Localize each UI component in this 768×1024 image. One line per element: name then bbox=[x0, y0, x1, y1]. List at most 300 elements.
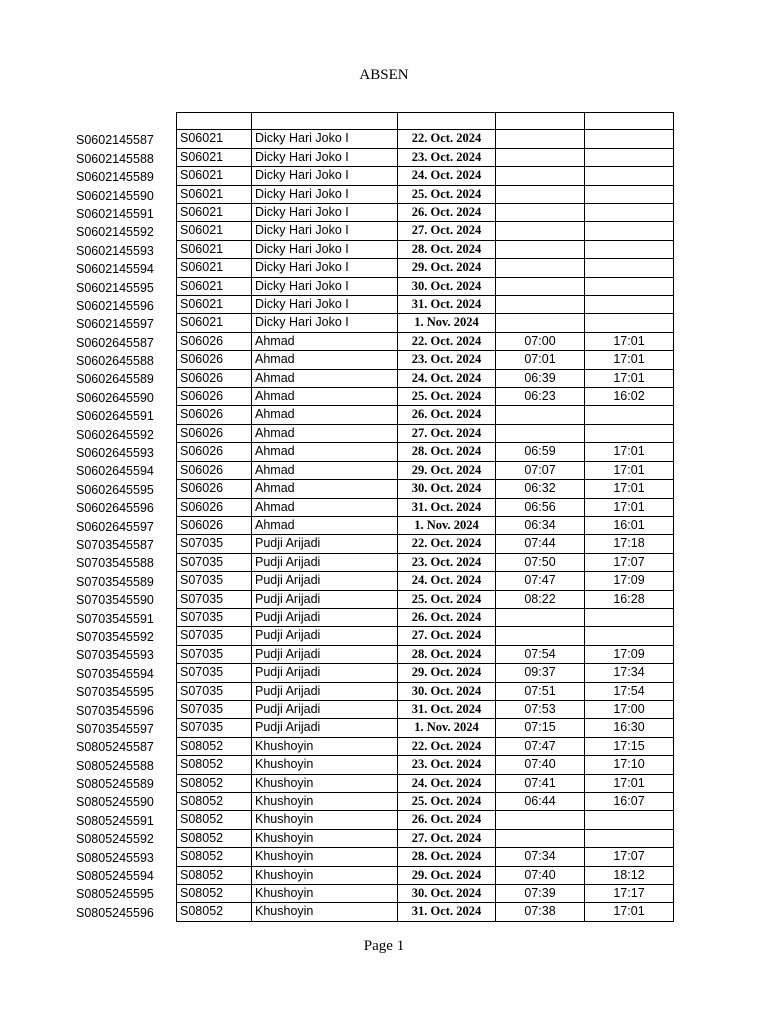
employee-name-cell: Dicky Hari Joko I bbox=[252, 240, 398, 258]
date-cell: 31. Oct. 2024 bbox=[398, 700, 496, 718]
employee-name-cell: Dicky Hari Joko I bbox=[252, 222, 398, 240]
time-out-cell: 17:10 bbox=[585, 756, 674, 774]
time-in-cell: 07:34 bbox=[496, 848, 585, 866]
date-cell: 24. Oct. 2024 bbox=[398, 369, 496, 387]
table-row bbox=[177, 572, 674, 590]
header-cell-code bbox=[177, 113, 252, 130]
employee-code-cell: S06026 bbox=[177, 388, 252, 406]
time-in-cell: 07:01 bbox=[496, 351, 585, 369]
date-cell: 26. Oct. 2024 bbox=[398, 608, 496, 626]
record-id: S0602645594 bbox=[76, 464, 154, 479]
date-cell: 24. Oct. 2024 bbox=[398, 572, 496, 590]
time-in-cell bbox=[496, 829, 585, 847]
table-row bbox=[177, 516, 674, 534]
time-in-cell: 07:40 bbox=[496, 866, 585, 884]
employee-code-cell: S08052 bbox=[177, 756, 252, 774]
employee-code-cell: S07035 bbox=[177, 590, 252, 608]
employee-code-cell: S06021 bbox=[177, 259, 252, 277]
record-id: S0703545587 bbox=[76, 537, 154, 552]
table-row bbox=[177, 204, 674, 222]
record-id: S0602145587 bbox=[76, 133, 154, 148]
time-out-cell: 17:07 bbox=[585, 848, 674, 866]
time-in-cell: 07:51 bbox=[496, 682, 585, 700]
date-cell: 25. Oct. 2024 bbox=[398, 388, 496, 406]
record-id: S0602145589 bbox=[76, 170, 154, 185]
table-row bbox=[177, 351, 674, 369]
time-out-cell: 17:01 bbox=[585, 903, 674, 921]
table-row bbox=[177, 774, 674, 792]
date-cell: 22. Oct. 2024 bbox=[398, 535, 496, 553]
record-id: S0703545594 bbox=[76, 666, 154, 681]
time-in-cell: 06:34 bbox=[496, 516, 585, 534]
time-out-cell: 17:07 bbox=[585, 553, 674, 571]
table-row bbox=[177, 167, 674, 185]
employee-name-cell: Pudji Arijadi bbox=[252, 627, 398, 645]
employee-code-cell: S07035 bbox=[177, 627, 252, 645]
time-in-cell: 07:00 bbox=[496, 332, 585, 350]
table-row bbox=[177, 811, 674, 829]
time-in-cell: 06:44 bbox=[496, 793, 585, 811]
time-in-cell: 06:32 bbox=[496, 480, 585, 498]
record-id: S0703545592 bbox=[76, 629, 154, 644]
employee-code-cell: S07035 bbox=[177, 553, 252, 571]
date-cell: 28. Oct. 2024 bbox=[398, 848, 496, 866]
record-id: S0703545590 bbox=[76, 593, 154, 608]
time-out-cell: 17:09 bbox=[585, 572, 674, 590]
record-id: S0805245590 bbox=[76, 795, 154, 810]
time-out-cell: 17:01 bbox=[585, 461, 674, 479]
date-cell: 30. Oct. 2024 bbox=[398, 885, 496, 903]
employee-name-cell: Ahmad bbox=[252, 443, 398, 461]
time-in-cell bbox=[496, 811, 585, 829]
employee-name-cell: Ahmad bbox=[252, 516, 398, 534]
record-id: S0602645593 bbox=[76, 446, 154, 461]
employee-name-cell: Ahmad bbox=[252, 406, 398, 424]
employee-name-cell: Dicky Hari Joko I bbox=[252, 130, 398, 148]
employee-name-cell: Ahmad bbox=[252, 369, 398, 387]
page-title: ABSEN bbox=[359, 67, 409, 83]
employee-code-cell: S06026 bbox=[177, 406, 252, 424]
employee-code-cell: S06026 bbox=[177, 498, 252, 516]
employee-code-cell: S06026 bbox=[177, 351, 252, 369]
time-in-cell bbox=[496, 185, 585, 203]
employee-name-cell: Pudji Arijadi bbox=[252, 535, 398, 553]
date-cell: 29. Oct. 2024 bbox=[398, 259, 496, 277]
date-cell: 28. Oct. 2024 bbox=[398, 443, 496, 461]
record-id-column bbox=[76, 113, 176, 922]
date-cell: 27. Oct. 2024 bbox=[398, 627, 496, 645]
time-in-cell: 07:54 bbox=[496, 645, 585, 663]
employee-code-cell: S06026 bbox=[177, 480, 252, 498]
employee-name-cell: Dicky Hari Joko I bbox=[252, 277, 398, 295]
time-out-cell: 17:00 bbox=[585, 700, 674, 718]
record-id: S0602145590 bbox=[76, 188, 154, 203]
table-row bbox=[177, 866, 674, 884]
table-row bbox=[177, 443, 674, 461]
time-out-cell bbox=[585, 277, 674, 295]
employee-name-cell: Pudji Arijadi bbox=[252, 700, 398, 718]
time-in-cell: 07:44 bbox=[496, 535, 585, 553]
employee-name-cell: Dicky Hari Joko I bbox=[252, 167, 398, 185]
employee-code-cell: S08052 bbox=[177, 848, 252, 866]
header-cell-out bbox=[585, 113, 674, 130]
time-out-cell bbox=[585, 148, 674, 166]
employee-code-cell: S06026 bbox=[177, 332, 252, 350]
time-in-cell bbox=[496, 130, 585, 148]
date-cell: 23. Oct. 2024 bbox=[398, 756, 496, 774]
date-cell: 22. Oct. 2024 bbox=[398, 332, 496, 350]
time-in-cell: 08:22 bbox=[496, 590, 585, 608]
employee-name-cell: Khushoyin bbox=[252, 866, 398, 884]
employee-code-cell: S07035 bbox=[177, 700, 252, 718]
employee-name-cell: Pudji Arijadi bbox=[252, 553, 398, 571]
time-out-cell: 16:30 bbox=[585, 719, 674, 737]
time-out-cell bbox=[585, 222, 674, 240]
table-row bbox=[177, 222, 674, 240]
record-id: S0602145591 bbox=[76, 206, 154, 221]
date-cell: 30. Oct. 2024 bbox=[398, 277, 496, 295]
time-out-cell: 16:28 bbox=[585, 590, 674, 608]
date-cell: 28. Oct. 2024 bbox=[398, 240, 496, 258]
employee-code-cell: S07035 bbox=[177, 572, 252, 590]
record-id: S0805245589 bbox=[76, 777, 154, 792]
employee-code-cell: S08052 bbox=[177, 829, 252, 847]
date-cell: 25. Oct. 2024 bbox=[398, 590, 496, 608]
employee-code-cell: S06021 bbox=[177, 277, 252, 295]
employee-name-cell: Ahmad bbox=[252, 332, 398, 350]
time-out-cell: 17:01 bbox=[585, 498, 674, 516]
time-out-cell: 16:01 bbox=[585, 516, 674, 534]
time-in-cell: 07:39 bbox=[496, 885, 585, 903]
date-cell: 31. Oct. 2024 bbox=[398, 296, 496, 314]
date-cell: 27. Oct. 2024 bbox=[398, 424, 496, 442]
employee-code-cell: S06021 bbox=[177, 167, 252, 185]
employee-name-cell: Pudji Arijadi bbox=[252, 572, 398, 590]
employee-name-cell: Ahmad bbox=[252, 351, 398, 369]
table-row bbox=[177, 793, 674, 811]
employee-name-cell: Dicky Hari Joko I bbox=[252, 204, 398, 222]
record-id: S0602645590 bbox=[76, 390, 154, 405]
employee-name-cell: Khushoyin bbox=[252, 829, 398, 847]
table-row bbox=[177, 388, 674, 406]
record-id: S0602645595 bbox=[76, 482, 154, 497]
id-header-spacer bbox=[76, 113, 176, 131]
employee-name-cell: Pudji Arijadi bbox=[252, 719, 398, 737]
employee-name-cell: Ahmad bbox=[252, 498, 398, 516]
time-in-cell bbox=[496, 167, 585, 185]
time-in-cell: 07:50 bbox=[496, 553, 585, 571]
employee-name-cell: Khushoyin bbox=[252, 774, 398, 792]
time-in-cell bbox=[496, 608, 585, 626]
time-in-cell: 07:47 bbox=[496, 737, 585, 755]
employee-code-cell: S08052 bbox=[177, 866, 252, 884]
employee-code-cell: S08052 bbox=[177, 885, 252, 903]
table-row bbox=[177, 406, 674, 424]
date-cell: 30. Oct. 2024 bbox=[398, 480, 496, 498]
time-in-cell bbox=[496, 424, 585, 442]
date-cell: 26. Oct. 2024 bbox=[398, 204, 496, 222]
time-in-cell bbox=[496, 240, 585, 258]
time-out-cell: 17:17 bbox=[585, 885, 674, 903]
table-row bbox=[177, 185, 674, 203]
time-out-cell bbox=[585, 811, 674, 829]
time-in-cell bbox=[496, 406, 585, 424]
record-id: S0703545597 bbox=[76, 721, 154, 736]
date-cell: 27. Oct. 2024 bbox=[398, 222, 496, 240]
record-id: S0703545595 bbox=[76, 685, 154, 700]
employee-code-cell: S08052 bbox=[177, 793, 252, 811]
record-id: S0703545591 bbox=[76, 611, 154, 626]
employee-code-cell: S07035 bbox=[177, 682, 252, 700]
date-cell: 24. Oct. 2024 bbox=[398, 774, 496, 792]
time-out-cell: 17:01 bbox=[585, 443, 674, 461]
table-row bbox=[177, 461, 674, 479]
time-out-cell: 17:15 bbox=[585, 737, 674, 755]
employee-code-cell: S06021 bbox=[177, 148, 252, 166]
time-in-cell: 07:15 bbox=[496, 719, 585, 737]
employee-code-cell: S07035 bbox=[177, 664, 252, 682]
table-row bbox=[177, 700, 674, 718]
date-cell: 24. Oct. 2024 bbox=[398, 167, 496, 185]
date-cell: 26. Oct. 2024 bbox=[398, 406, 496, 424]
employee-code-cell: S08052 bbox=[177, 903, 252, 921]
time-in-cell: 07:38 bbox=[496, 903, 585, 921]
table-row bbox=[177, 829, 674, 847]
time-in-cell: 07:47 bbox=[496, 572, 585, 590]
employee-code-cell: S06021 bbox=[177, 204, 252, 222]
employee-code-cell: S07035 bbox=[177, 608, 252, 626]
table-row bbox=[177, 903, 674, 921]
date-cell: 26. Oct. 2024 bbox=[398, 811, 496, 829]
record-id: S0602645592 bbox=[76, 427, 154, 442]
employee-code-cell: S06021 bbox=[177, 240, 252, 258]
employee-name-cell: Ahmad bbox=[252, 424, 398, 442]
employee-code-cell: S06026 bbox=[177, 461, 252, 479]
record-id: S0703545596 bbox=[76, 703, 154, 718]
time-in-cell: 07:40 bbox=[496, 756, 585, 774]
time-out-cell bbox=[585, 314, 674, 332]
record-id: S0602645588 bbox=[76, 354, 154, 369]
employee-name-cell: Pudji Arijadi bbox=[252, 664, 398, 682]
record-id: S0805245593 bbox=[76, 850, 154, 865]
table-row bbox=[177, 590, 674, 608]
employee-name-cell: Khushoyin bbox=[252, 848, 398, 866]
date-cell: 28. Oct. 2024 bbox=[398, 645, 496, 663]
table-row bbox=[177, 259, 674, 277]
record-id: S0703545589 bbox=[76, 574, 154, 589]
employee-name-cell: Khushoyin bbox=[252, 756, 398, 774]
employee-name-cell: Dicky Hari Joko I bbox=[252, 259, 398, 277]
employee-code-cell: S06021 bbox=[177, 314, 252, 332]
record-id: S0805245587 bbox=[76, 740, 154, 755]
record-id: S0703545588 bbox=[76, 556, 154, 571]
record-id: S0805245588 bbox=[76, 758, 154, 773]
employee-code-cell: S08052 bbox=[177, 737, 252, 755]
time-out-cell: 16:02 bbox=[585, 388, 674, 406]
employee-code-cell: S06021 bbox=[177, 222, 252, 240]
record-id: S0805245591 bbox=[76, 813, 154, 828]
record-id: S0602645589 bbox=[76, 372, 154, 387]
time-in-cell bbox=[496, 296, 585, 314]
table-row bbox=[177, 130, 674, 148]
table-header-row bbox=[177, 113, 674, 130]
record-id: S0805245592 bbox=[76, 832, 154, 847]
record-id: S0602145597 bbox=[76, 317, 154, 332]
employee-name-cell: Dicky Hari Joko I bbox=[252, 185, 398, 203]
time-in-cell: 07:53 bbox=[496, 700, 585, 718]
date-cell: 25. Oct. 2024 bbox=[398, 185, 496, 203]
employee-code-cell: S06026 bbox=[177, 516, 252, 534]
employee-code-cell: S07035 bbox=[177, 719, 252, 737]
time-out-cell bbox=[585, 204, 674, 222]
table-row bbox=[177, 369, 674, 387]
employee-name-cell: Khushoyin bbox=[252, 737, 398, 755]
time-in-cell: 06:39 bbox=[496, 369, 585, 387]
date-cell: 22. Oct. 2024 bbox=[398, 130, 496, 148]
time-out-cell bbox=[585, 608, 674, 626]
employee-name-cell: Khushoyin bbox=[252, 793, 398, 811]
time-out-cell: 16:07 bbox=[585, 793, 674, 811]
table-row bbox=[177, 737, 674, 755]
record-id: S0602145592 bbox=[76, 225, 154, 240]
record-id: S0805245596 bbox=[76, 905, 154, 920]
employee-code-cell: S06021 bbox=[177, 296, 252, 314]
record-id: S0602645591 bbox=[76, 409, 154, 424]
record-id: S0703545593 bbox=[76, 648, 154, 663]
employee-name-cell: Ahmad bbox=[252, 480, 398, 498]
employee-code-cell: S06026 bbox=[177, 424, 252, 442]
table-row bbox=[177, 645, 674, 663]
time-in-cell: 06:56 bbox=[496, 498, 585, 516]
time-in-cell bbox=[496, 148, 585, 166]
table-row bbox=[177, 535, 674, 553]
employee-name-cell: Khushoyin bbox=[252, 885, 398, 903]
time-in-cell: 06:23 bbox=[496, 388, 585, 406]
time-in-cell bbox=[496, 277, 585, 295]
employee-name-cell: Pudji Arijadi bbox=[252, 590, 398, 608]
employee-name-cell: Ahmad bbox=[252, 461, 398, 479]
record-id: S0602645596 bbox=[76, 501, 154, 516]
employee-code-cell: S07035 bbox=[177, 645, 252, 663]
employee-code-cell: S08052 bbox=[177, 774, 252, 792]
time-in-cell: 07:07 bbox=[496, 461, 585, 479]
record-id: S0602145588 bbox=[76, 151, 154, 166]
employee-name-cell: Khushoyin bbox=[252, 903, 398, 921]
time-in-cell bbox=[496, 314, 585, 332]
employee-name-cell: Dicky Hari Joko I bbox=[252, 314, 398, 332]
employee-name-cell: Ahmad bbox=[252, 388, 398, 406]
table-row bbox=[177, 332, 674, 350]
date-cell: 31. Oct. 2024 bbox=[398, 498, 496, 516]
employee-name-cell: Pudji Arijadi bbox=[252, 645, 398, 663]
date-cell: 1. Nov. 2024 bbox=[398, 516, 496, 534]
table-row bbox=[177, 296, 674, 314]
time-out-cell: 17:01 bbox=[585, 774, 674, 792]
time-out-cell bbox=[585, 406, 674, 424]
date-cell: 23. Oct. 2024 bbox=[398, 351, 496, 369]
time-out-cell: 17:54 bbox=[585, 682, 674, 700]
table-row bbox=[177, 848, 674, 866]
time-in-cell: 06:59 bbox=[496, 443, 585, 461]
table-row bbox=[177, 314, 674, 332]
date-cell: 1. Nov. 2024 bbox=[398, 719, 496, 737]
time-out-cell bbox=[585, 240, 674, 258]
table-row bbox=[177, 719, 674, 737]
record-id: S0602645597 bbox=[76, 519, 154, 534]
time-out-cell bbox=[585, 627, 674, 645]
page-footer: Page 1 bbox=[363, 938, 405, 954]
table-row bbox=[177, 627, 674, 645]
time-out-cell: 17:01 bbox=[585, 480, 674, 498]
time-out-cell: 18:12 bbox=[585, 866, 674, 884]
table-row bbox=[177, 240, 674, 258]
time-out-cell bbox=[585, 424, 674, 442]
time-in-cell: 07:41 bbox=[496, 774, 585, 792]
employee-code-cell: S07035 bbox=[177, 535, 252, 553]
table-row bbox=[177, 608, 674, 626]
record-id: S0805245594 bbox=[76, 869, 154, 884]
record-id: S0805245595 bbox=[76, 887, 154, 902]
time-in-cell bbox=[496, 204, 585, 222]
time-out-cell: 17:01 bbox=[585, 369, 674, 387]
date-cell: 27. Oct. 2024 bbox=[398, 829, 496, 847]
employee-name-cell: Dicky Hari Joko I bbox=[252, 148, 398, 166]
date-cell: 30. Oct. 2024 bbox=[398, 682, 496, 700]
employee-name-cell: Pudji Arijadi bbox=[252, 682, 398, 700]
date-cell: 1. Nov. 2024 bbox=[398, 314, 496, 332]
time-out-cell: 17:09 bbox=[585, 645, 674, 663]
table-row bbox=[177, 498, 674, 516]
employee-name-cell: Pudji Arijadi bbox=[252, 608, 398, 626]
employee-code-cell: S06021 bbox=[177, 185, 252, 203]
record-id: S0602145593 bbox=[76, 243, 154, 258]
record-id: S0602145595 bbox=[76, 280, 154, 295]
time-in-cell: 09:37 bbox=[496, 664, 585, 682]
table-row bbox=[177, 480, 674, 498]
time-out-cell: 17:01 bbox=[585, 332, 674, 350]
table-row bbox=[177, 756, 674, 774]
time-out-cell bbox=[585, 829, 674, 847]
time-out-cell: 17:34 bbox=[585, 664, 674, 682]
time-in-cell bbox=[496, 627, 585, 645]
employee-code-cell: S06026 bbox=[177, 369, 252, 387]
table-row bbox=[177, 664, 674, 682]
employee-name-cell: Dicky Hari Joko I bbox=[252, 296, 398, 314]
header-cell-in bbox=[496, 113, 585, 130]
time-out-cell bbox=[585, 167, 674, 185]
table-row bbox=[177, 277, 674, 295]
record-id: S0602145594 bbox=[76, 262, 154, 277]
date-cell: 29. Oct. 2024 bbox=[398, 664, 496, 682]
table-row bbox=[177, 885, 674, 903]
employee-code-cell: S06021 bbox=[177, 130, 252, 148]
header-cell-date bbox=[398, 113, 496, 130]
time-out-cell: 17:18 bbox=[585, 535, 674, 553]
time-in-cell bbox=[496, 259, 585, 277]
table-row bbox=[177, 553, 674, 571]
time-out-cell bbox=[585, 296, 674, 314]
header-cell-name bbox=[252, 113, 398, 130]
time-out-cell bbox=[585, 259, 674, 277]
time-out-cell bbox=[585, 130, 674, 148]
record-id: S0602145596 bbox=[76, 298, 154, 313]
attendance-table bbox=[176, 112, 674, 922]
time-out-cell bbox=[585, 185, 674, 203]
employee-code-cell: S06026 bbox=[177, 443, 252, 461]
time-in-cell bbox=[496, 222, 585, 240]
date-cell: 25. Oct. 2024 bbox=[398, 793, 496, 811]
table-row bbox=[177, 424, 674, 442]
